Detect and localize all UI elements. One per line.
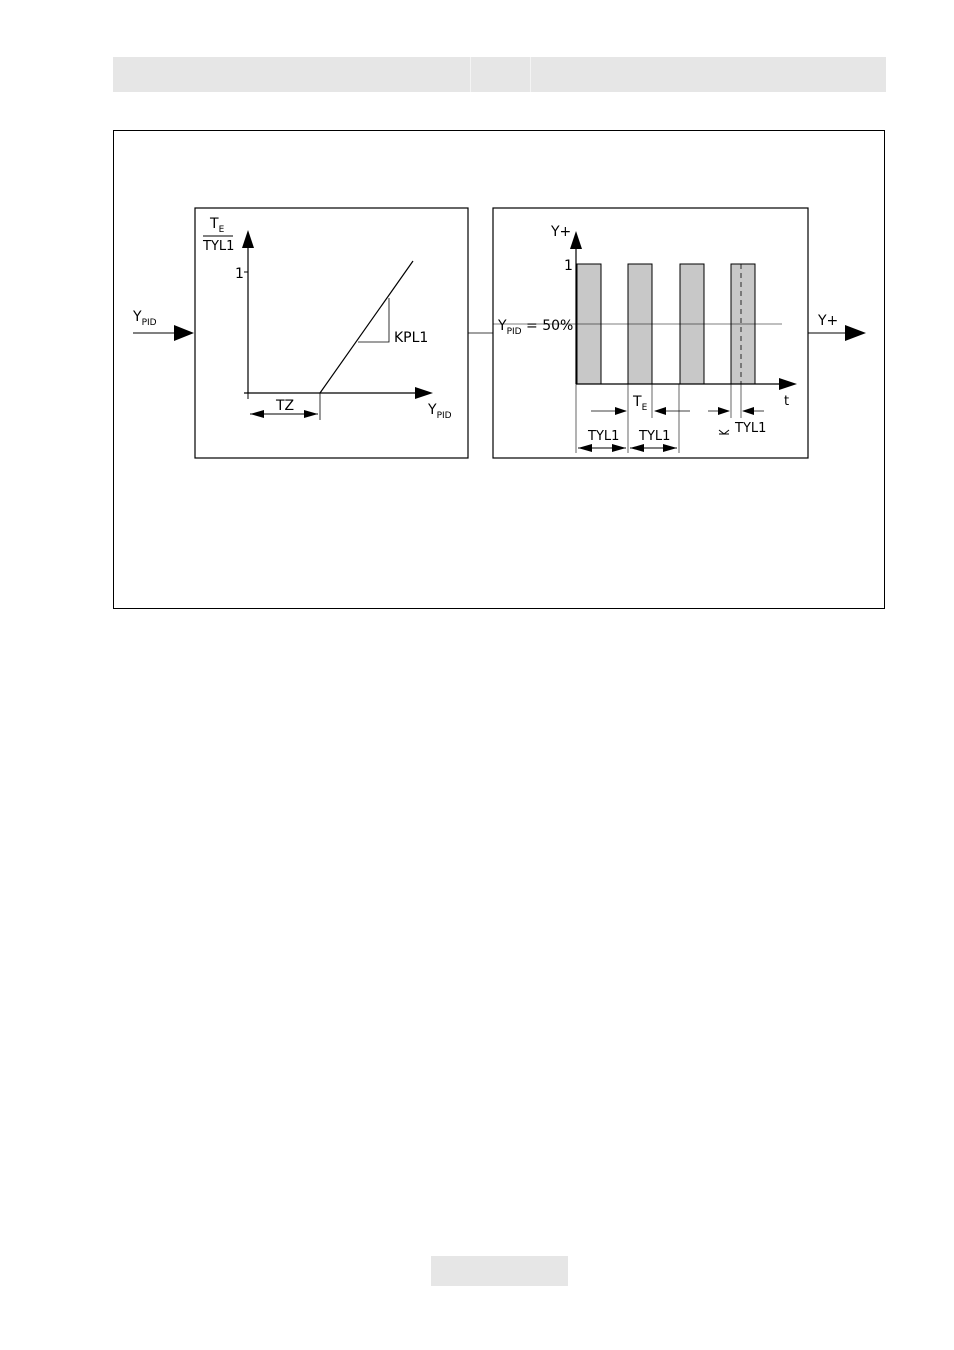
slope-triangle — [358, 298, 389, 342]
left-y-label-top: $T_E$ — [210, 216, 225, 235]
right-y-tick: 1 — [564, 258, 573, 274]
left-x-label: $Y_{PID}$ — [428, 402, 452, 421]
period-3-label: TYL1 — [735, 421, 767, 436]
dead-zone-label: TZ — [276, 398, 295, 414]
input-label: $Y_{PID}$ — [133, 309, 157, 328]
input-arrow — [174, 325, 194, 341]
slope-label: KPL1 — [394, 330, 429, 346]
output-label: Y+ — [818, 313, 839, 329]
output-arrow — [845, 325, 866, 341]
connector-label: $Y_{PID} = 50\%$ — [498, 318, 574, 337]
period-1-label: TYL1 — [588, 429, 620, 444]
left-y-tick: 1 — [235, 266, 244, 282]
on-time-label: $T_E$ — [633, 394, 648, 413]
period-2-label: TYL1 — [639, 429, 671, 444]
characteristic-line — [320, 261, 413, 393]
right-y-label: Y+ — [551, 224, 572, 240]
footer-band — [431, 1256, 568, 1286]
right-x-label: t — [784, 394, 790, 409]
left-y-label-bottom: TYL1 — [203, 239, 235, 254]
